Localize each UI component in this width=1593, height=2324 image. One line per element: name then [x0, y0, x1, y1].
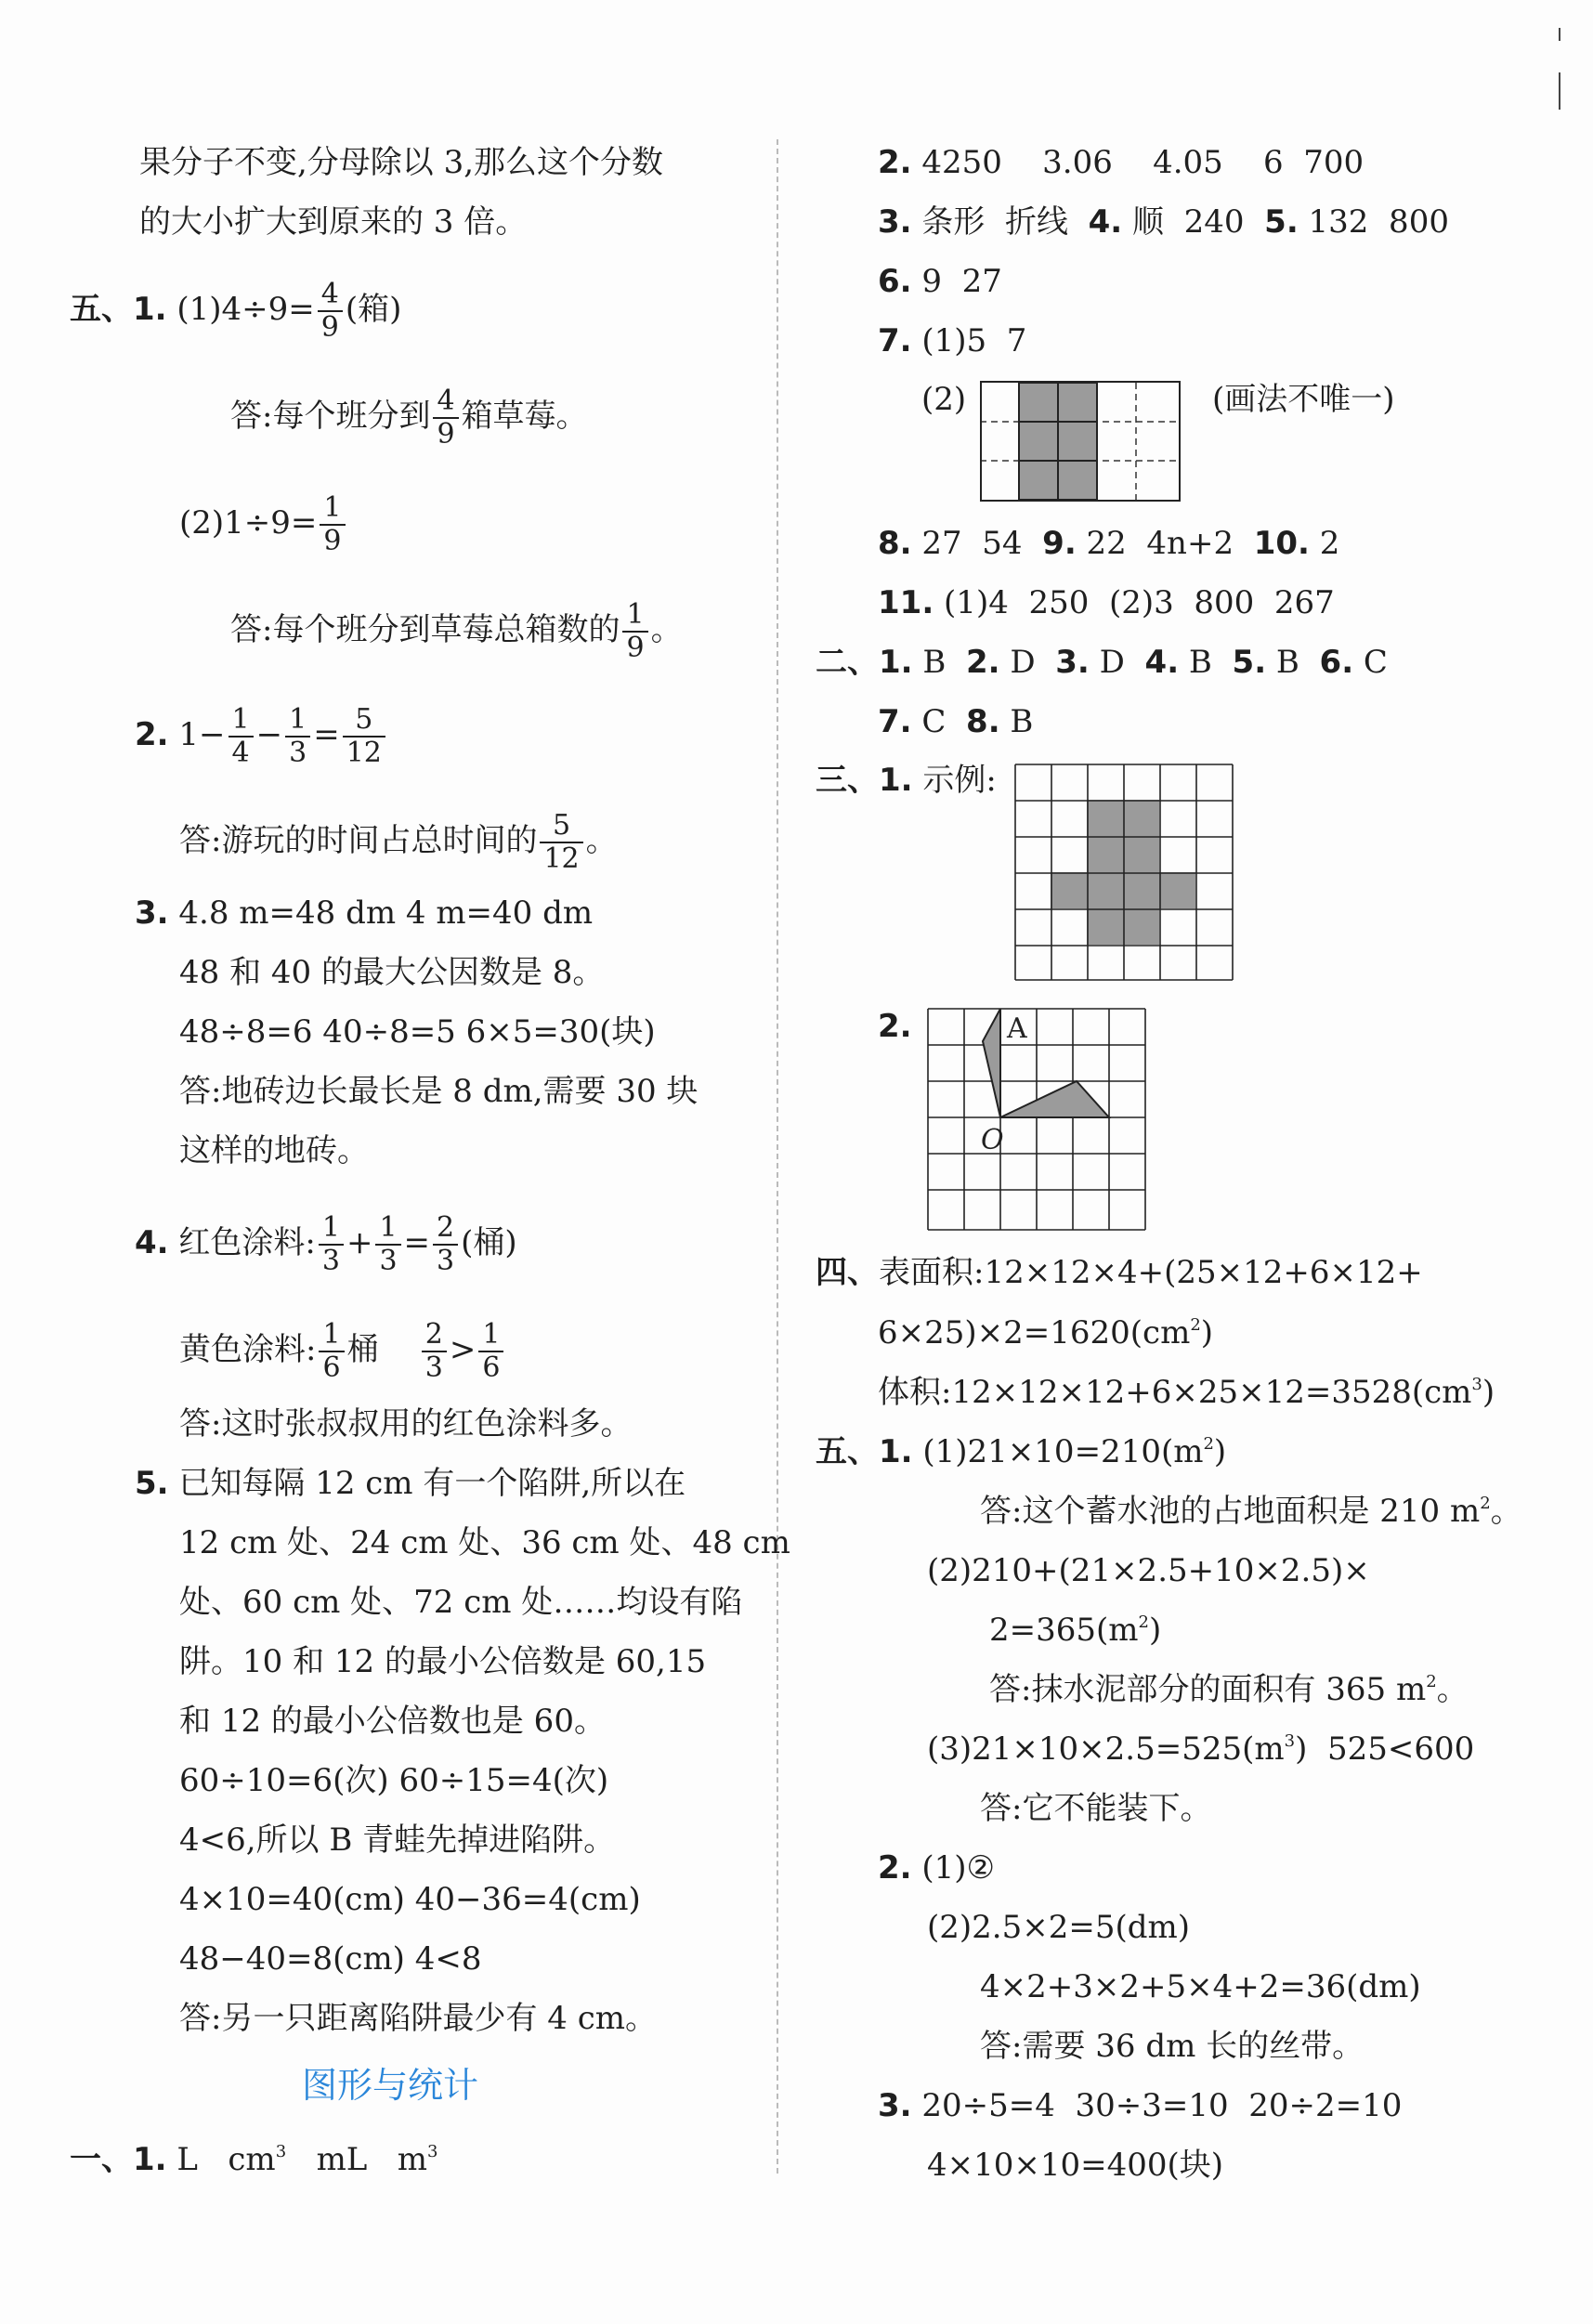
fraction: $\frac{4}{9}$: [318, 279, 343, 344]
fraction: $\frac{4}{9}$: [433, 385, 458, 450]
text-line: 答:这时张叔叔用的红色涂料多。: [179, 1405, 633, 1443]
answer-line: 答:每个班分到草莓总箱数的 $\frac{1}{9}$ 。: [230, 598, 683, 664]
answer-5-1-1: 五、1. (1)4÷9= $\frac{4}{9}$ (箱): [70, 278, 402, 344]
text-line: 4×2+3×2+5×4+2=36(dm): [980, 1968, 1421, 2005]
column-divider: [777, 139, 778, 2174]
fraction: $\frac{1}{6}$: [478, 1319, 503, 1384]
shaded-cell: [1087, 800, 1159, 945]
text-line: 48−40=8(cm) 4<8: [179, 1940, 482, 1978]
text-line: $6\times 25)\times 2=1620(cm^2)$: [878, 1314, 1214, 1351]
text-line: 48 和 40 的最大公因数是 8。: [179, 954, 605, 991]
answer-1-3: 3. 条形 折线 4. 顺 240 5. 132 800: [878, 203, 1449, 241]
grid-figure-7: [980, 381, 1181, 502]
edge-mark-top: [1559, 28, 1560, 41]
fraction: $\frac{1}{4}$: [229, 704, 254, 769]
text-line: 4×10=40(cm) 40−36=4(cm): [179, 1881, 641, 1918]
text-line: $(3)21\times 10\times 2.5=525(m^3)$ 525<600: [927, 1730, 1475, 1768]
fraction: $\frac{1}{3}$: [319, 1212, 344, 1277]
text-line: 答:地砖边长最长是 8 dm,需要 30 块: [179, 1073, 699, 1110]
text-line: 处、60 cm 处、72 cm 处……均设有陷: [179, 1584, 743, 1621]
section-heading: 图形与统计: [302, 2065, 479, 2106]
shaded-cell: [1058, 422, 1097, 461]
text-line: 这样的地砖。: [179, 1132, 369, 1169]
answer-1-7-2-label: (2): [921, 381, 967, 418]
answer-2-7: 7. C 8. B: [878, 703, 1034, 740]
text-line: 体积$:12\times 12\times 12+6\times 25\times 12=3528(cm^3)$: [878, 1374, 1495, 1411]
text-line: 答:它不能装下。: [980, 1790, 1212, 1827]
text-line: 答:另一只距离陷阱最少有 4 cm。: [179, 2000, 657, 2037]
text-line: 60÷10=6(次) 60÷15=4(次): [179, 1762, 609, 1799]
text-line: 和 12 的最小公倍数也是 60。: [179, 1703, 606, 1740]
shaded-cell: [1019, 383, 1058, 422]
shaded-cell: [1019, 422, 1058, 461]
grid-figure-3-1: [1014, 764, 1237, 981]
answer-line: 答:游玩的时间占总时间的 $\frac{5}{12}$ 。: [179, 809, 618, 875]
shaded-cell: [1058, 461, 1097, 500]
text-line: (2)210+(21×2.5+10×2.5)×: [927, 1552, 1370, 1589]
text-line: 4×10×10=400(块): [927, 2147, 1224, 2184]
answer-1-8: 8. 27 54 9. 22 4n+2 10. 2: [878, 525, 1340, 562]
answer-5-1-2: (2)1÷9= $\frac{1}{9}$: [179, 492, 348, 557]
fraction: $\frac{2}{3}$: [433, 1212, 458, 1277]
answer-1-2: 2. 4250 3.06 4.05 6 700: [878, 144, 1364, 181]
fraction: $\frac{2}{3}$: [422, 1319, 447, 1384]
answer-line: 答:每个班分到 $\frac{4}{9}$ 箱草莓。: [230, 385, 588, 450]
triangle-rotated: [1000, 1081, 1109, 1117]
text-line: 果分子不变,分母除以 3,那么这个分数: [139, 144, 664, 181]
text-line: 答:抹水泥部分的面积有 365 $m^2$。: [989, 1671, 1469, 1708]
edge-mark-bottom: [1559, 72, 1560, 110]
text-line: 的大小扩大到原来的 3 倍。: [139, 203, 528, 241]
fraction: $\frac{1}{9}$: [622, 599, 647, 664]
text-line: 48÷8=6 40÷8=5 6×5=30(块): [179, 1013, 656, 1051]
answer-5-3: 3. 4.8 m=48 dm 4 m=40 dm: [135, 894, 594, 932]
answer-5-2: 2. (1)②: [878, 1849, 996, 1887]
text-line: 阱。10 和 12 的最小公倍数是 60,15: [179, 1643, 707, 1680]
fraction: $\frac{1}{9}$: [320, 492, 345, 557]
label-o: O: [981, 1124, 1004, 1156]
shaded-cell: [1019, 461, 1058, 500]
answer-5-1: 五、1. $(1)21\times 10=210(m^2)$: [816, 1433, 1227, 1470]
fraction: $\frac{1}{6}$: [319, 1319, 344, 1384]
answer-4: 四、表面积:12×12×4+(25×12+6×12+: [816, 1254, 1423, 1291]
answer-5-3: 3. 20÷5=4 30÷3=10 20÷2=10: [878, 2087, 1403, 2124]
fraction: $\frac{1}{3}$: [285, 704, 310, 769]
text-line: 黄色涂料: $\frac{1}{6}$ 桶 $\frac{2}{3}$ > $\frac{1}{6}$: [179, 1319, 506, 1384]
text-line: 4<6,所以 B 青蛙先掉进陷阱。: [179, 1821, 616, 1859]
answer-1-7: 7. (1)5 7: [878, 322, 1027, 359]
answer-5-2: 2. 1− $\frac{1}{4}$ − $\frac{1}{3}$ = $\frac{5}{12}$: [135, 704, 388, 769]
label-a: A: [1007, 1012, 1027, 1045]
answer-3-1: 三、1. 示例:: [816, 762, 997, 799]
triangle-original: [983, 1009, 1000, 1117]
fraction: $\frac{5}{12}$: [343, 704, 385, 769]
shaded-cell: [1058, 383, 1097, 422]
answer-3-2: 2.: [878, 1008, 912, 1045]
text-line: 12 cm 处、24 cm 处、36 cm 处、48 cm: [179, 1524, 790, 1561]
answer-1-6: 6. 9 27: [878, 263, 1002, 300]
answer-1-11: 11. (1)4 250 (2)3 800 267: [878, 584, 1335, 621]
answer-1-7-2-note: (画法不唯一): [1212, 381, 1395, 418]
text-line: (2)2.5×2=5(dm): [927, 1909, 1191, 1946]
fraction: $\frac{1}{3}$: [375, 1212, 400, 1277]
fraction: $\frac{5}{12}$: [540, 810, 582, 875]
answer-5-5: 5. 已知每隔 12 cm 有一个陷阱,所以在: [135, 1465, 686, 1502]
text-line: 答:这个蓄水池的占地面积是 210 $m^2$。: [980, 1493, 1522, 1530]
answer-5-4: 4. 红色涂料: $\frac{1}{3}$ + $\frac{1}{3}$ = $\frac{2}{3}$ (桶): [135, 1211, 517, 1277]
shaded-cell: [1159, 872, 1195, 908]
text-line: 答:需要 36 dm 长的丝带。: [980, 2028, 1364, 2065]
grid-figure-3-2: [927, 1008, 1150, 1231]
shaded-cell: [1051, 872, 1087, 908]
text-line: $2=365(m^2)$: [989, 1612, 1162, 1649]
answer-1-1: 一、1. L $cm^3$ mL $m^3$: [70, 2141, 438, 2178]
answer-2: 二、1. B 2. D 3. D 4. B 5. B 6. C: [816, 644, 1388, 681]
